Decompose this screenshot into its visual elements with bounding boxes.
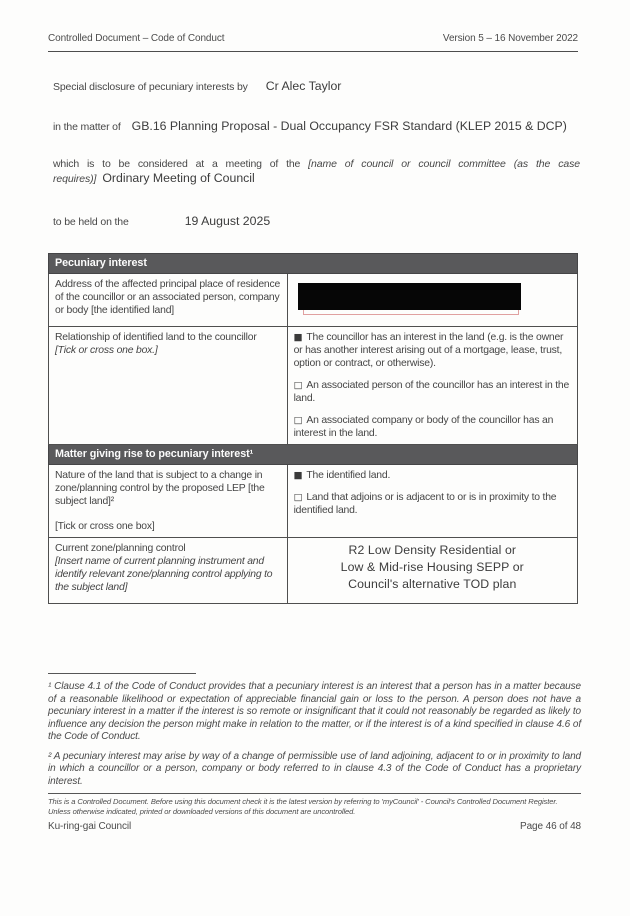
- nature-label-cell: [49, 465, 288, 538]
- section-header-row: [49, 445, 578, 465]
- page-header: [48, 33, 578, 52]
- relationship-option-3-text: An associated company or body of the councillor has an interest in the land.: [293, 415, 554, 439]
- controlled-note-line-2: Unless otherwise indicated, printed or downloaded versions of this document are uncontrolled.: [48, 806, 356, 816]
- header-document-title: Controlled Document – Code of Conduct: [48, 33, 225, 44]
- relationship-label-cell: [49, 327, 288, 445]
- controlled-note-line-1: This is a Controlled Document. Before using this document check it is the latest version by referring to 'myCouncil' - Council's Controlled Document Register.: [48, 797, 558, 806]
- table-row-zone: [49, 538, 578, 604]
- disclosure-table: [48, 253, 578, 604]
- nature-option-2-text: Land that adjoins or is adjacent to or is in proximity to the identified land.: [293, 492, 557, 516]
- disclosure-line: [53, 79, 341, 93]
- relationship-note: [Tick or cross one box.]: [55, 345, 158, 356]
- redaction-box: [298, 283, 521, 310]
- footnote-separator: [48, 673, 196, 674]
- matter-line: [53, 119, 567, 133]
- checkbox-empty-icon: □: [293, 380, 303, 391]
- footnote-1: ¹ Clause 4.1 of the Code of Conduct provides that a pecuniary interest is an interest that a person has in a matter because of a reasonable likelihood or expectation of appreciable financial gain or loss to the person. A person does not have a pecuniary interest in a matter if the interest is so remote or insignificant that it could not reasonably be regarded as likely to influence any decision the person might make in relation to the matter, or if the interest is of a kind specified in clause 4.6 of the Code of Conduct.: [48, 681, 581, 742]
- matter-label: in the matter of: [53, 121, 121, 133]
- address-value-cell: [287, 274, 577, 327]
- nature-option-1-text: The identified land.: [306, 470, 391, 481]
- zone-value-line-1: R2 Low Density Residential or: [348, 543, 517, 557]
- checkbox-empty-icon: □: [293, 492, 303, 503]
- table-row-relationship: [49, 327, 578, 445]
- zone-note: [Insert name of current planning instrument and identify relevant zone/planning control applying to the subject land]: [55, 556, 273, 593]
- checkbox-empty-icon: □: [293, 415, 303, 426]
- meeting-label-note: [name of council or council committee (as the case requires)]: [53, 158, 580, 185]
- checkbox-filled-icon: ■: [293, 470, 303, 481]
- relationship-label: Relationship of identified land to the councillor: [55, 332, 257, 343]
- pecuniary-interest-section-title: Pecuniary interest: [49, 254, 578, 274]
- nature-note: [Tick or cross one box]: [55, 521, 155, 532]
- relationship-option-2: [294, 379, 571, 405]
- redaction-area: [298, 283, 571, 319]
- matter-section-title: Matter giving rise to pecuniary interest¹: [49, 445, 578, 465]
- table-row-nature: [49, 465, 578, 538]
- zone-value-line-3: Council's alternative TOD plan: [348, 577, 517, 591]
- nature-options-cell: [287, 465, 577, 538]
- nature-option-1: [294, 469, 571, 482]
- page-footer: [48, 821, 581, 832]
- footnote-2: ² A pecuniary interest may arise by way of a change of permissible use of land adjoining, adjacent to or in proximity to land in which a councillor or a person, company or body referred to in clause 4.3 of the Code of Conduct has a proprietary interest.: [48, 750, 581, 787]
- disclosure-label: Special disclosure of pecuniary interests by: [53, 81, 248, 93]
- meeting-line: [53, 158, 580, 186]
- nature-option-2: [294, 491, 571, 517]
- relationship-option-3: [294, 414, 571, 440]
- held-date-label: to be held on the: [53, 216, 129, 228]
- relationship-option-1-text: The councillor has an interest in the land (e.g. is the owner or has another interest arising out of a mortgage, lease, trust, option or contract, or otherwise).: [293, 332, 564, 369]
- zone-value-cell: [287, 538, 577, 604]
- meeting-value: Ordinary Meeting of Council: [102, 170, 255, 185]
- zone-label-cell: [49, 538, 288, 604]
- nature-label: Nature of the land that is subject to a change in zone/planning control by the proposed LEP [the subject land]²: [55, 470, 265, 507]
- relationship-options-cell: [287, 327, 577, 445]
- held-date-value: 19 August 2025: [184, 214, 271, 228]
- councillor-name-value: Cr Alec Taylor: [265, 79, 342, 93]
- matter-value: GB.16 Planning Proposal - Dual Occupancy FSR Standard (KLEP 2015 & DCP): [131, 119, 567, 133]
- relationship-option-2-text: An associated person of the councillor has an interest in the land.: [293, 380, 570, 404]
- relationship-option-1: [294, 331, 571, 370]
- header-version-label: Version 5 – 16 November 2022: [442, 33, 578, 44]
- zone-value-line-2: Low & Mid-rise Housing SEPP or: [340, 560, 524, 574]
- address-label: Address of the affected principal place of residence of the councillor or an associated person, company or body [the identified land]: [55, 279, 281, 316]
- footer-council-name: Ku-ring-gai Council: [48, 821, 132, 832]
- held-date-line: [53, 214, 270, 228]
- section-header-row: [49, 254, 578, 274]
- checkbox-filled-icon: ■: [293, 332, 303, 343]
- zone-label: Current zone/planning control: [55, 543, 186, 554]
- table-row-address: [49, 274, 578, 327]
- controlled-document-note: [48, 793, 581, 816]
- meeting-label: which is to be considered at a meeting of the: [53, 158, 301, 170]
- address-label-cell: [49, 274, 288, 327]
- footer-page-number: Page 46 of 48: [520, 821, 581, 832]
- footnotes: [48, 681, 581, 788]
